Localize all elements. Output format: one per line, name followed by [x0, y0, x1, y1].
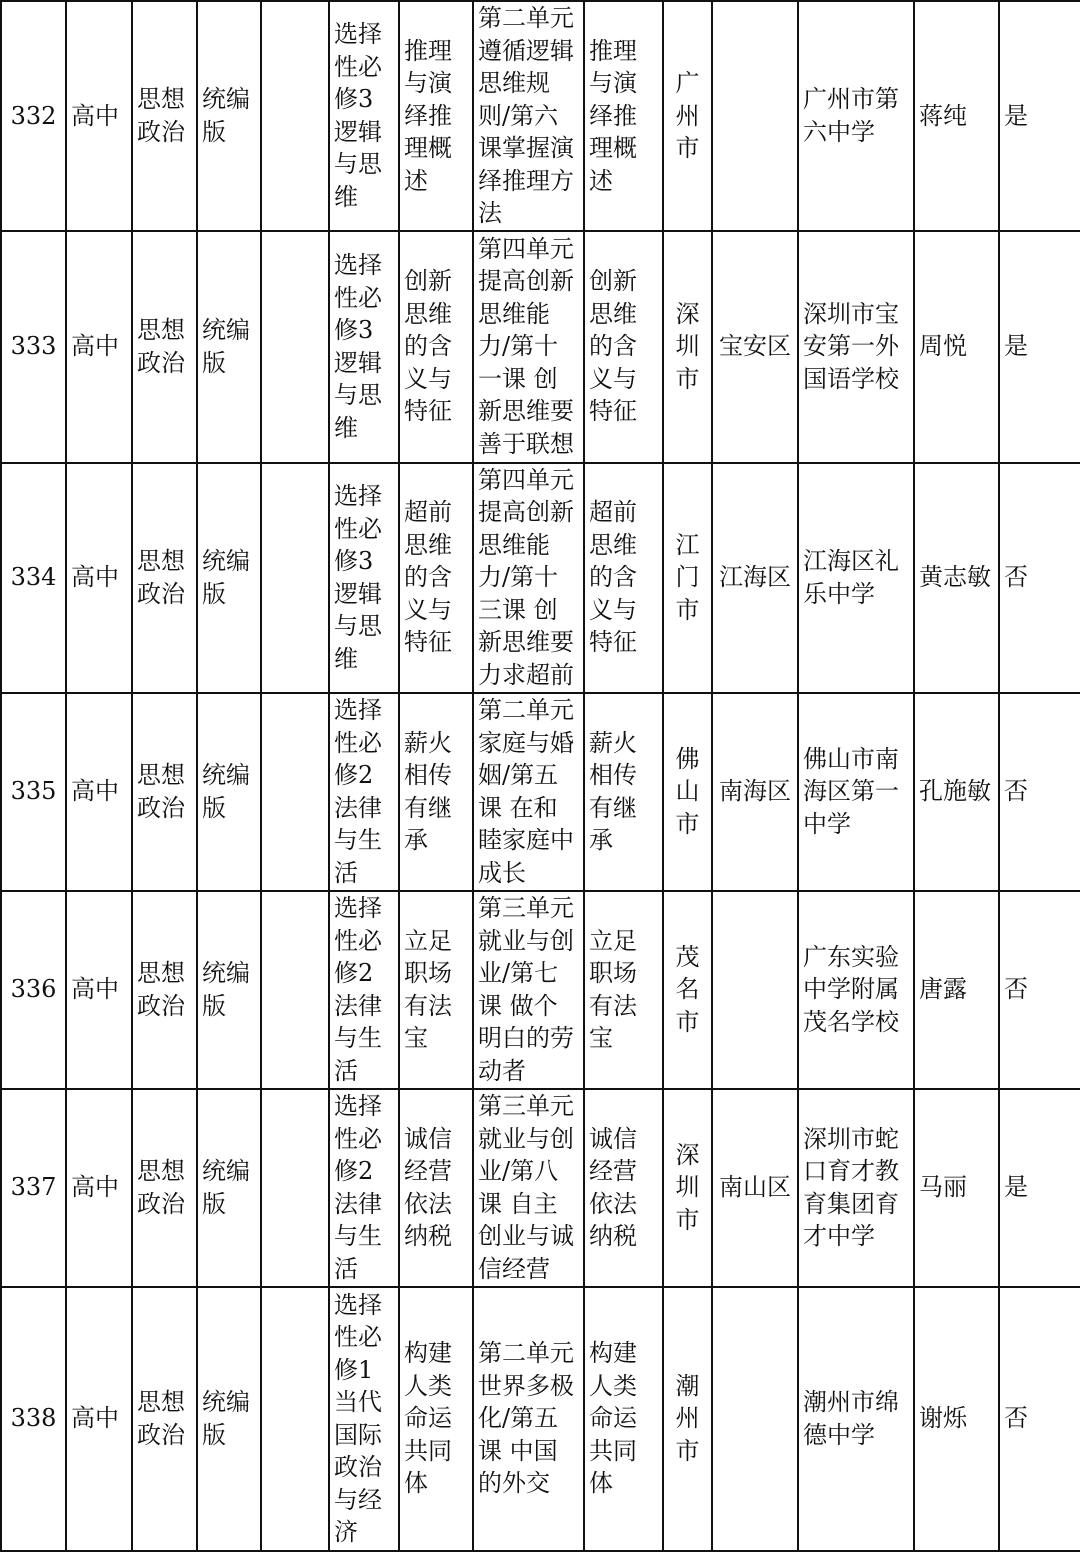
lesson-title: 立足职场有法宝 [584, 891, 663, 1089]
city: 佛山市 [663, 693, 712, 891]
lesson-topic: 立足职场有法宝 [399, 891, 473, 1089]
district: 南山区 [712, 1089, 798, 1287]
empty-cell [261, 891, 329, 1089]
yes-no-flag: 否 [999, 1287, 1080, 1551]
textbook-volume: 选择性必修1当代国际政治与经济 [329, 1287, 399, 1551]
textbook-edition: 统编版 [197, 231, 261, 463]
teacher-name: 孔施敏 [914, 693, 999, 891]
lesson-topic: 创新思维的含义与特征 [399, 231, 473, 463]
table-row [1, 231, 1080, 463]
school-name: 江海区礼乐中学 [798, 463, 914, 693]
textbook-volume: 选择性必修2法律与生活 [329, 693, 399, 891]
city: 江门市 [663, 463, 712, 693]
lesson-title: 诚信经营依法纳税 [584, 1089, 663, 1287]
table-row [1, 891, 1080, 1089]
subject: 思想政治 [132, 891, 197, 1089]
textbook-volume: 选择性必修3逻辑与思维 [329, 1, 399, 231]
empty-cell [261, 463, 329, 693]
row-number: 335 [1, 693, 66, 891]
teacher-name: 唐露 [914, 891, 999, 1089]
city: 广州市 [663, 1, 712, 231]
empty-cell [261, 1, 329, 231]
yes-no-flag: 是 [999, 1089, 1080, 1287]
district: 南海区 [712, 693, 798, 891]
lesson-topic: 推理与演绎推理概述 [399, 1, 473, 231]
school-name: 潮州市绵德中学 [798, 1287, 914, 1551]
unit-lesson: 第三单元就业与创业/第八课 自主创业与诚信经营 [473, 1089, 584, 1287]
yes-no-flag: 否 [999, 891, 1080, 1089]
district: 江海区 [712, 463, 798, 693]
empty-cell [261, 231, 329, 463]
school-level: 高中 [66, 463, 132, 693]
empty-cell [261, 1287, 329, 1551]
lesson-topic: 超前思维的含义与特征 [399, 463, 473, 693]
school-level: 高中 [66, 891, 132, 1089]
teacher-name: 马丽 [914, 1089, 999, 1287]
textbook-volume: 选择性必修3逻辑与思维 [329, 231, 399, 463]
school-level: 高中 [66, 1, 132, 231]
lesson-title: 创新思维的含义与特征 [584, 231, 663, 463]
yes-no-flag: 否 [999, 693, 1080, 891]
textbook-edition: 统编版 [197, 693, 261, 891]
lesson-title: 超前思维的含义与特征 [584, 463, 663, 693]
city: 潮州市 [663, 1287, 712, 1551]
teacher-name: 蒋纯 [914, 1, 999, 231]
row-number: 338 [1, 1287, 66, 1551]
teacher-name: 周悦 [914, 231, 999, 463]
unit-lesson: 第二单元世界多极化/第五课 中国的外交 [473, 1287, 584, 1551]
row-number: 332 [1, 1, 66, 231]
table-row [1, 463, 1080, 693]
subject: 思想政治 [132, 1, 197, 231]
yes-no-flag: 否 [999, 463, 1080, 693]
subject: 思想政治 [132, 231, 197, 463]
lesson-title: 薪火相传有继承 [584, 693, 663, 891]
lesson-topic: 诚信经营依法纳税 [399, 1089, 473, 1287]
subject: 思想政治 [132, 1287, 197, 1551]
unit-lesson: 第四单元提高创新思维能力/第十一课 创新思维要善于联想 [473, 231, 584, 463]
yes-no-flag: 是 [999, 231, 1080, 463]
unit-lesson: 第二单元家庭与婚姻/第五课 在和睦家庭中成长 [473, 693, 584, 891]
subject: 思想政治 [132, 463, 197, 693]
textbook-volume: 选择性必修2法律与生活 [329, 891, 399, 1089]
row-number: 334 [1, 463, 66, 693]
yes-no-flag: 是 [999, 1, 1080, 231]
row-number: 337 [1, 1089, 66, 1287]
school-name: 佛山市南海区第一中学 [798, 693, 914, 891]
school-name: 广东实验中学附属茂名学校 [798, 891, 914, 1089]
textbook-volume: 选择性必修2法律与生活 [329, 1089, 399, 1287]
textbook-edition: 统编版 [197, 1, 261, 231]
textbook-edition: 统编版 [197, 1287, 261, 1551]
unit-lesson: 第四单元提高创新思维能力/第十三课 创新思维要力求超前 [473, 463, 584, 693]
row-number: 336 [1, 891, 66, 1089]
unit-lesson: 第三单元就业与创业/第七课 做个明白的劳动者 [473, 891, 584, 1089]
subject: 思想政治 [132, 1089, 197, 1287]
lesson-topic: 构建人类命运共同体 [399, 1287, 473, 1551]
city: 茂名市 [663, 891, 712, 1089]
subject: 思想政治 [132, 693, 197, 891]
school-name: 广州市第六中学 [798, 1, 914, 231]
table-row [1, 1, 1080, 231]
unit-lesson: 第二单元遵循逻辑思维规则/第六课掌握演绎推理方法 [473, 1, 584, 231]
lesson-title: 构建人类命运共同体 [584, 1287, 663, 1551]
city: 深圳市 [663, 231, 712, 463]
school-level: 高中 [66, 231, 132, 463]
empty-cell [261, 693, 329, 891]
school-name: 深圳市宝安第一外国语学校 [798, 231, 914, 463]
district [712, 1, 798, 231]
teacher-name: 谢烁 [914, 1287, 999, 1551]
district [712, 1287, 798, 1551]
table-row [1, 693, 1080, 891]
school-name: 深圳市蛇口育才教育集团育才中学 [798, 1089, 914, 1287]
district [712, 891, 798, 1089]
textbook-edition: 统编版 [197, 463, 261, 693]
teacher-name: 黄志敏 [914, 463, 999, 693]
school-level: 高中 [66, 1287, 132, 1551]
textbook-edition: 统编版 [197, 891, 261, 1089]
lesson-topic: 薪火相传有继承 [399, 693, 473, 891]
city: 深圳市 [663, 1089, 712, 1287]
lesson-title: 推理与演绎推理概述 [584, 1, 663, 231]
school-level: 高中 [66, 693, 132, 891]
table-row [1, 1089, 1080, 1287]
empty-cell [261, 1089, 329, 1287]
district: 宝安区 [712, 231, 798, 463]
school-level: 高中 [66, 1089, 132, 1287]
textbook-edition: 统编版 [197, 1089, 261, 1287]
textbook-volume: 选择性必修3逻辑与思维 [329, 463, 399, 693]
table-row [1, 1287, 1080, 1551]
row-number: 333 [1, 231, 66, 463]
